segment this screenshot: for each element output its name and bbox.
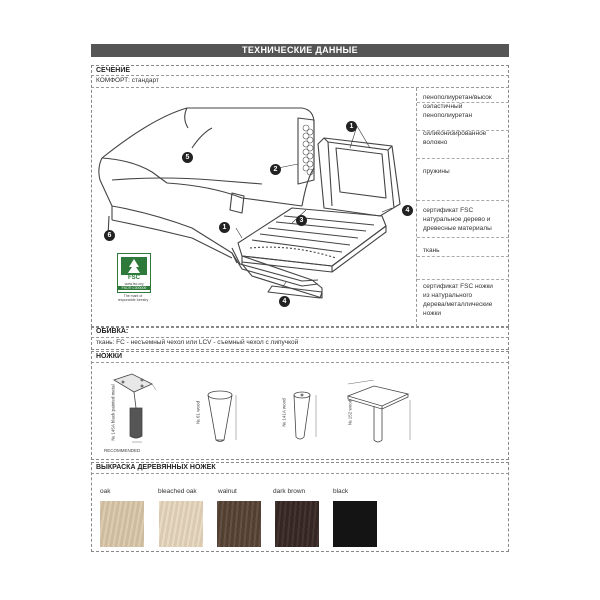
leg-61-drawing <box>202 385 242 450</box>
fsc-url: www.fsc.org <box>124 282 144 286</box>
divider <box>417 102 509 103</box>
legend-line: дерева/металлические <box>423 301 493 308</box>
leg-4-code: № 152 wood <box>347 399 353 426</box>
legs-heading: НОЖКИ <box>96 353 123 360</box>
legend-line: пенополиуретан/высок <box>423 94 492 101</box>
legend-line: силиконизированное <box>423 130 487 137</box>
leg-2-code: № 61 wood <box>195 400 201 425</box>
finish-label-oak: oak <box>100 488 111 495</box>
callout-1: 1 <box>346 121 357 132</box>
legend-line: пружины <box>423 168 450 175</box>
legend-list <box>423 94 511 326</box>
leg-141a-drawing <box>281 385 324 450</box>
divider <box>91 75 509 76</box>
finish-swatch-black <box>333 501 377 547</box>
callout-4-secondary: 4 <box>279 296 290 307</box>
callout-5: 5 <box>182 152 193 163</box>
fsc-code: FSC® C000000 <box>118 286 150 290</box>
divider <box>417 200 509 201</box>
divider <box>417 130 509 131</box>
divider <box>417 279 509 280</box>
leg-3-code: № 141A wood <box>281 398 287 427</box>
legend-line: ткань <box>423 247 440 254</box>
divider <box>91 362 509 363</box>
upholstery-heading: ОБИВКА: <box>96 328 129 335</box>
fsc-tagline-1: The mark of <box>123 294 143 298</box>
finish-label-dark-brown: dark brown <box>273 488 306 495</box>
legend-line: натуральное дерево и <box>423 216 491 223</box>
finish-swatch-bleached-oak <box>159 501 203 547</box>
callout-3: 3 <box>296 215 307 226</box>
legend-line: пенополиуретан <box>423 112 473 119</box>
legend-line: из натурального <box>423 292 473 299</box>
legend-separator <box>416 88 417 327</box>
legend-line: волокно <box>423 139 448 146</box>
finish-label-walnut: walnut <box>218 488 237 495</box>
callout-4: 4 <box>402 205 413 216</box>
legend-line: сертификат FSC <box>423 207 474 214</box>
fsc-tagline <box>112 294 154 302</box>
fsc-tagline-2: responsible forestry <box>117 298 149 302</box>
fsc-brand: FSC <box>128 275 140 281</box>
leg-152-drawing <box>344 380 414 455</box>
comfort-label: КОМФОРТ: стандарт <box>96 77 159 84</box>
legend-line: ножки <box>423 310 441 317</box>
leg-1-recommended: RECOMMENDED <box>104 448 141 453</box>
upholstery-text: ткань: FC - несъемный чехол или LCV - съемный чехол с липучкой <box>96 339 299 346</box>
divider <box>417 256 509 257</box>
finishes-heading: ВЫКРАСКА ДЕРЕВЯННЫХ НОЖЕК <box>96 464 216 471</box>
legend-line: оэластичный <box>423 103 463 110</box>
finish-swatch-oak <box>100 501 144 547</box>
finish-label-black: black <box>333 488 349 495</box>
leg-145a-drawing <box>112 370 162 450</box>
divider <box>417 158 509 159</box>
divider <box>91 337 509 338</box>
fsc-logo <box>117 253 151 293</box>
leg-1-code: № 145A black painted metal <box>110 384 116 441</box>
finish-swatch-walnut <box>217 501 261 547</box>
divider <box>91 473 509 474</box>
page-title: ТЕХНИЧЕСКИЕ ДАННЫЕ <box>91 44 509 57</box>
divider <box>417 237 509 238</box>
finish-swatch-dark-brown <box>275 501 319 547</box>
finish-label-bleached-oak: bleached oak <box>158 488 197 495</box>
callout-6: 6 <box>104 230 115 241</box>
legend-line: сертификат FSC ножки <box>423 283 493 290</box>
legend-line: древесные материалы <box>423 225 492 232</box>
callout-2: 2 <box>270 164 281 175</box>
fsc-tree-icon <box>121 257 147 275</box>
callout-1-secondary: 1 <box>219 222 230 233</box>
section-heading: СЕЧЕНИЕ <box>96 67 131 74</box>
